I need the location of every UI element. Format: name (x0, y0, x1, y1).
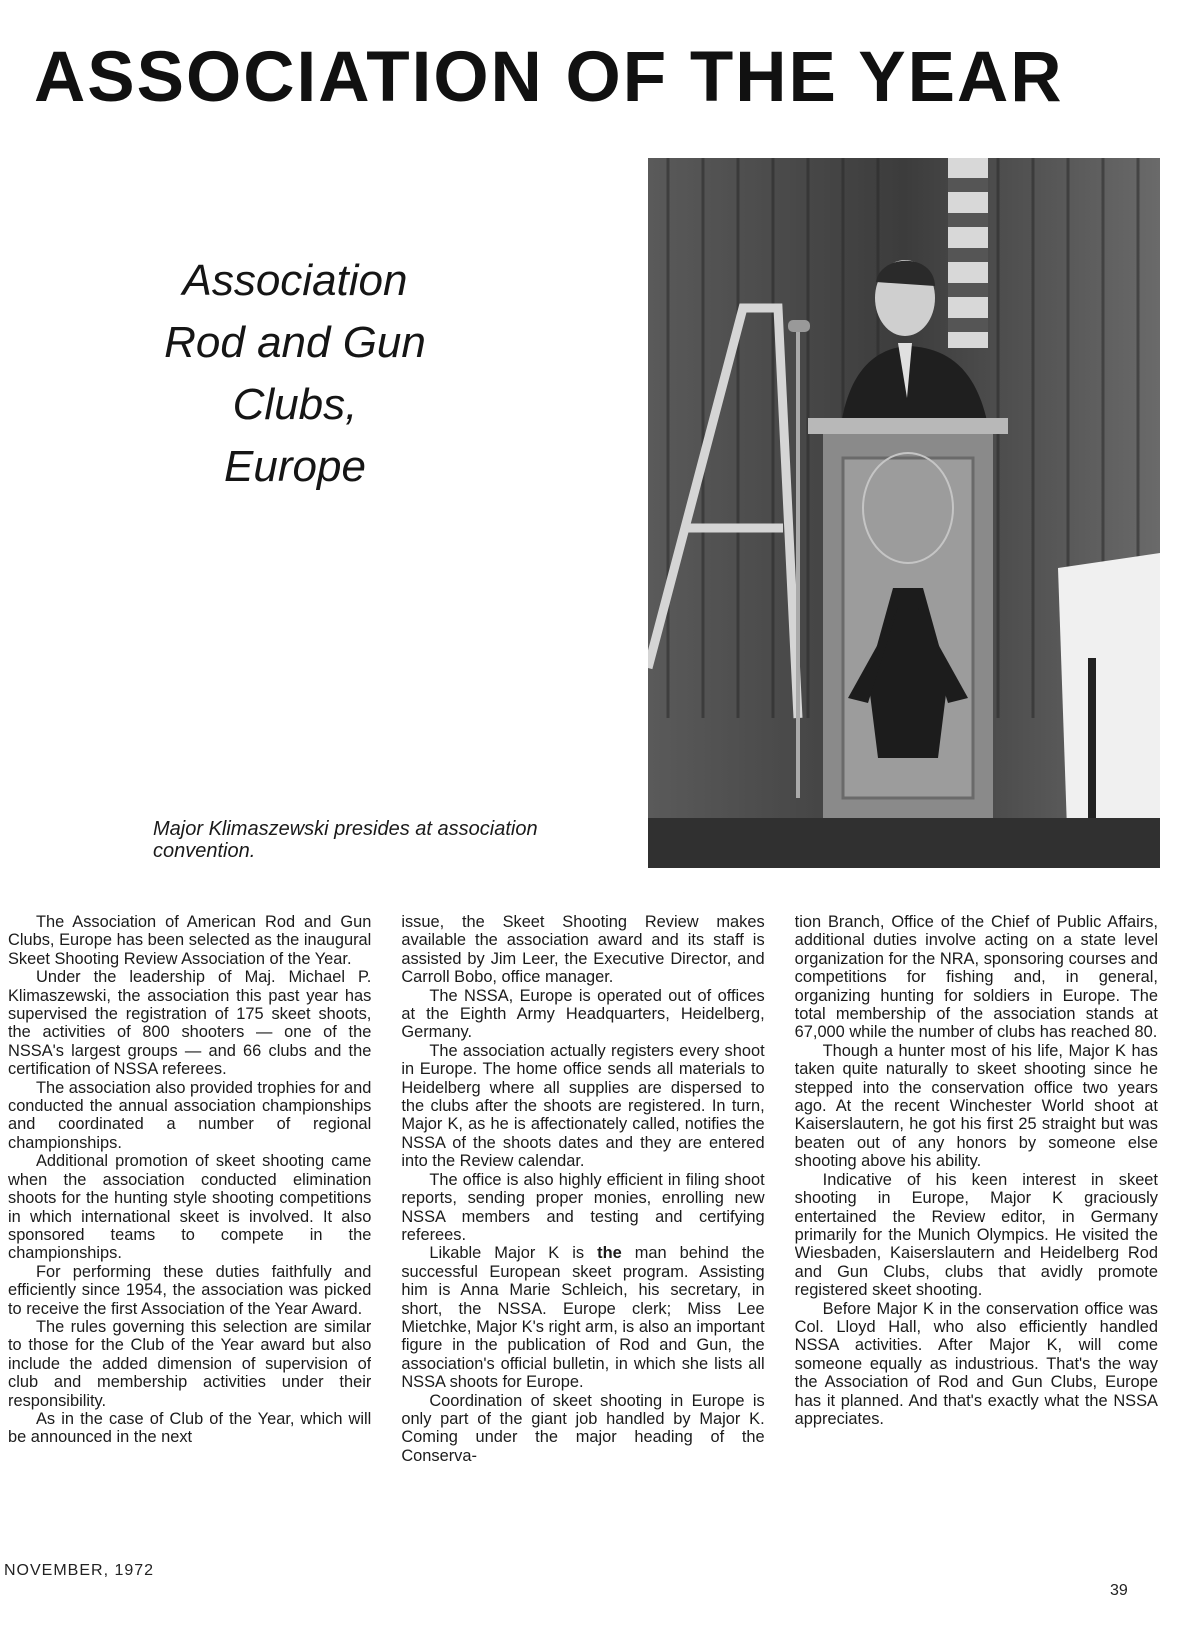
speaker-photo-illustration (648, 158, 1160, 868)
microphone (788, 320, 810, 332)
paragraph: The Association of American Rod and Gun Clubs, Europe has been selected as the inaugural Skeet Shooting Review Association of the Year. (8, 913, 372, 968)
paragraph: The association actually registers every shoot in Europe. The home office sends all materials to Heidelberg where all supplies are dispersed to the clubs after the shoots are registered. In turn, Major K, as he is affectionately called, notifies the NSSA of the shoots dates and they are entered into the Review calendar. (401, 1041, 765, 1171)
paragraph: The NSSA, Europe is operated out of offices at the Eighth Army Headquarters, Heidelberg, Germany. (401, 986, 765, 1042)
paragraph: Under the leadership of Maj. Michael P. Klimaszewski, the association this past year has supervised the registration of 175 skeet shoots, the activities of 800 shooters — one of the NSSA's largest groups — and 66 clubs and the certification of NSSA referees. (8, 968, 372, 1079)
column-3 (795, 913, 1158, 1561)
photo-caption: Major Klimaszewski presides at association convention. (153, 818, 538, 862)
subtitle-line: Clubs, (232, 380, 358, 429)
page-number: 39 (1110, 1582, 1128, 1599)
paragraph: For performing these duties faithfully and efficiently since 1954, the association was picked to receive the first Association of the Year Award. (8, 1262, 372, 1318)
article-subtitle (90, 250, 500, 498)
emphasis-text: the (597, 1244, 622, 1263)
paragraph: Coordination of skeet shooting in Europe is only part of the giant job handled by Major K. Coming under the major heading of the Conserva- (401, 1391, 765, 1465)
stage-floor (648, 818, 1160, 868)
subtitle-line: Rod and Gun (164, 318, 426, 367)
text-run: man behind the successful European skeet program. Assisting him is Anna Marie Schleich, his secretary, in short, the NSSA. Europe clerk; Miss Lee Mietchke, Major K's right arm, is also an important figure in the publication of Rod and Gun, the association's official bulletin, in which she lists all NSSA shoots for Europe. (401, 1244, 765, 1392)
subtitle-line: Europe (224, 442, 366, 491)
paragraph: Before Major K in the conservation office was Col. Lloyd Hall, who also efficiently handled NSSA activities. After Major K, will come someone equally as industrious. That's the way the Association of Rod and Gun Clubs, Europe has it planned. And that's exactly what the NSSA appreciates. (794, 1299, 1158, 1428)
speaker-photo (648, 158, 1160, 868)
side-table (1058, 553, 1160, 858)
subtitle-line: Association (182, 256, 408, 305)
paragraph-continued: issue, the Skeet Shooting Review makes available the association award and its staff is assisted by Jim Leer, the Executive Director, and Carroll Bobo, office manager. (401, 913, 765, 987)
column-1 (8, 913, 371, 1561)
paragraph: Though a hunter most of his life, Major K has taken quite naturally to skeet shooting since he stepped into the conservation office two years ago. At the recent Winchester World shoot at Kaiserslautern, he got his first 25 straight but was beaten out of any honors by someone else shooting above his ability. (794, 1041, 1158, 1171)
microphone-stand (796, 328, 800, 798)
column-2 (401, 913, 764, 1561)
paragraph: The rules governing this selection are similar to those for the Club of the Year award but also include the added dimension of supervision of club and membership activities under their responsibility. (8, 1317, 372, 1410)
article-body (8, 913, 1158, 1561)
issue-date: NOVEMBER, 1972 (4, 1562, 155, 1579)
paragraph: Indicative of his keen interest in skeet shooting in Europe, Major K graciously entertained the Review editor, in Germany primarily for the Munich Olympics. He visited the Wiesbaden, Kaiserslautern and Heidelberg Rod and Gun Clubs, clubs that avidly promote registered skeet shooting. (794, 1170, 1158, 1300)
text-run: Likable Major K is (429, 1244, 598, 1263)
paragraph: The office is also highly efficient in filing shoot reports, sending proper monies, enrolling new NSSA members and testing and certifying referees. (401, 1170, 765, 1244)
paragraph-continued: tion Branch, Office of the Chief of Public Affairs, additional duties involve acting on a state level organization for the NRA, sponsoring courses and competitions for fishing and, in general, organizing hunting for soldiers in Europe. The total membership of the association stands at 67,000 while the number of clubs has reached 80. (794, 913, 1158, 1042)
flag (948, 158, 988, 348)
paragraph: Additional promotion of skeet shooting came when the association conducted elimination shoots for the hunting style shooting competitions in which international skeet is involved. It also sponsored teams to compete in the championships. (8, 1152, 372, 1263)
paragraph: The association also provided trophies for and conducted the annual association championships and coordinated a number of regional championships. (8, 1078, 372, 1152)
paragraph (401, 1244, 764, 1391)
paragraph: As in the case of Club of the Year, which will be announced in the next (8, 1409, 372, 1447)
page-headline: ASSOCIATION OF THE YEAR (34, 38, 1064, 117)
